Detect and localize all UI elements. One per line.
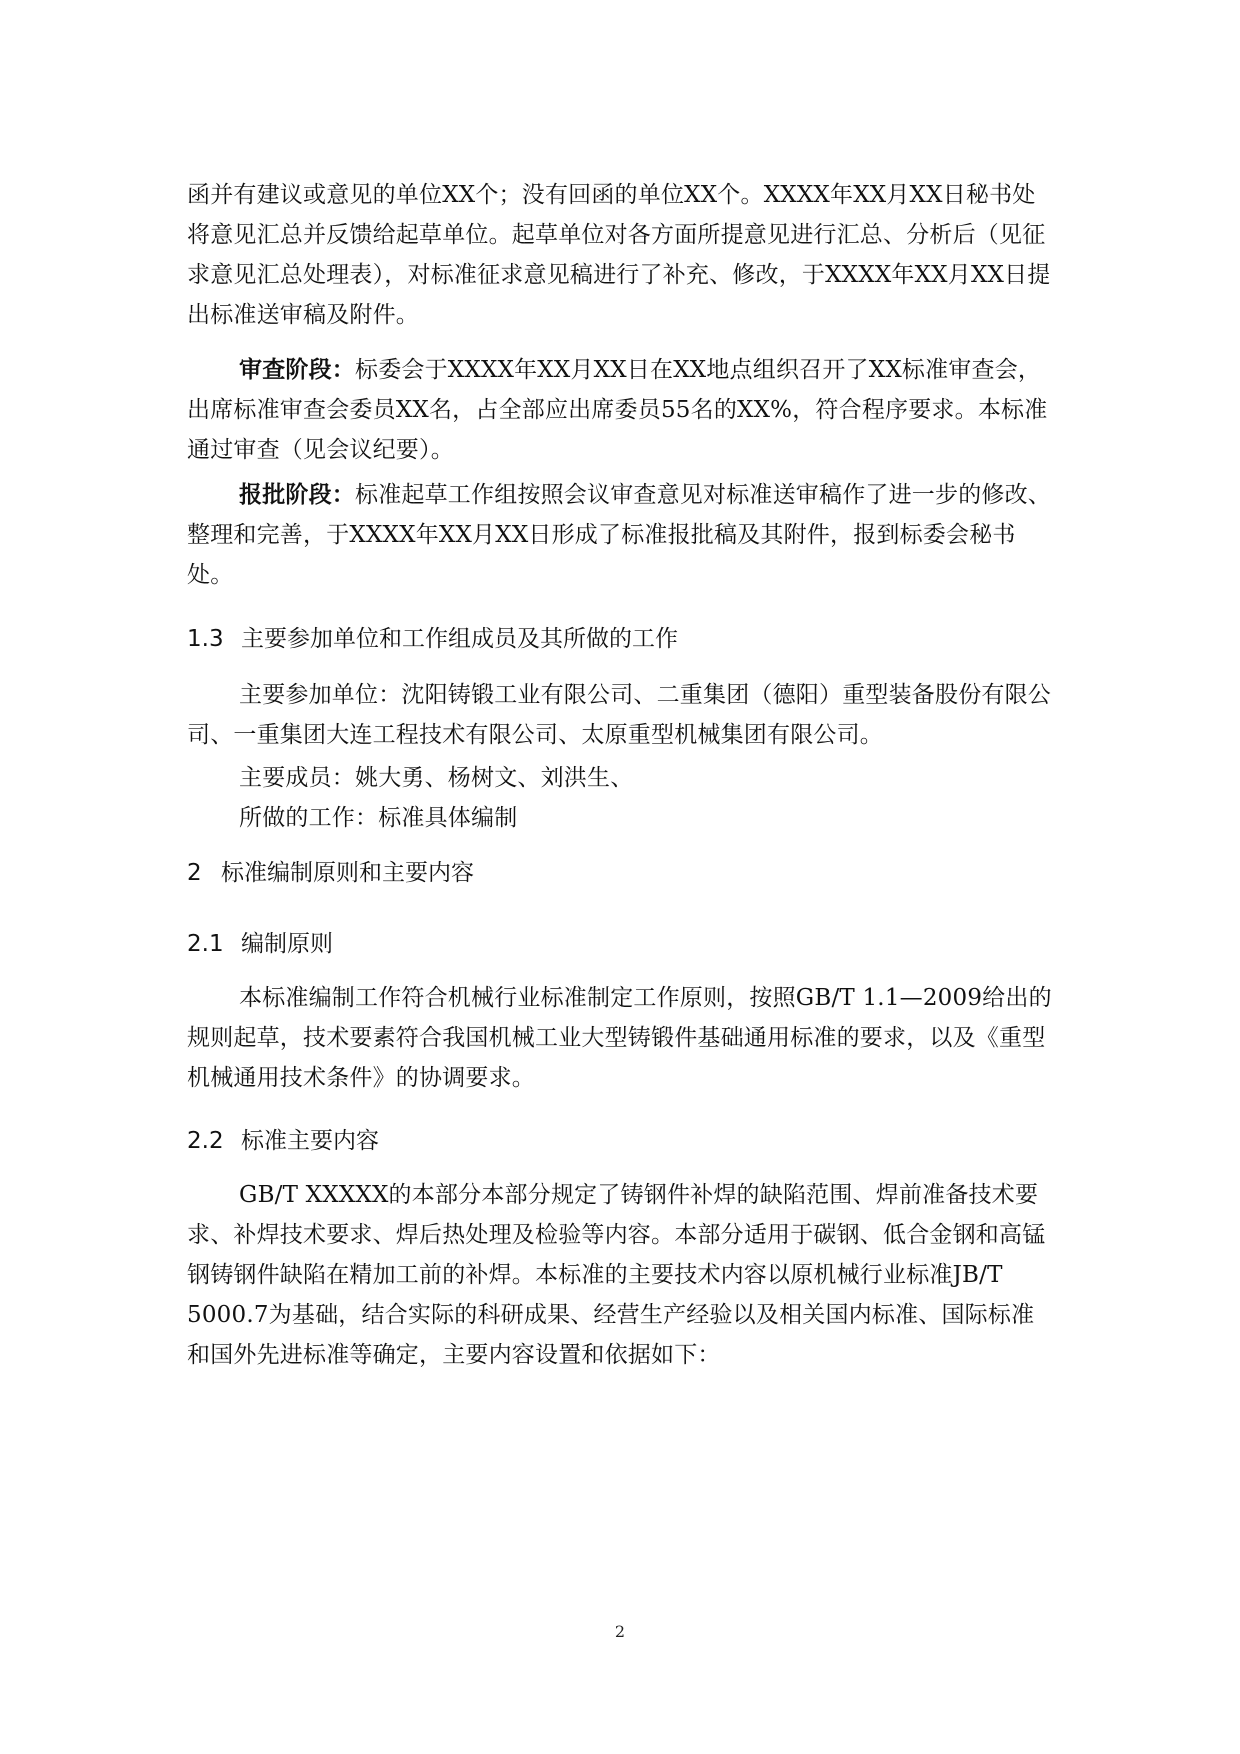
- section-heading-1-3: [187, 623, 1053, 655]
- review-stage-paragraph: [187, 350, 1053, 470]
- approval-stage-paragraph: [187, 475, 1053, 595]
- section-heading-2: [187, 857, 1053, 889]
- section-heading-2-1: [187, 928, 1053, 960]
- members-paragraph: [187, 758, 1053, 798]
- paragraph-text: GB/T XXXXX的本部分本部分规定了铸钢件补焊的缺陷范围、焊前准备技术要求、补焊技术要求、焊后热处理及检验等内容。本部分适用于碳钢、低合金钢和高锰钢铸钢件缺陷在精加工前的补焊。本标准的主要技术内容以原机械行业标准JB/T 5000.7为基础，结合实际的科研成果、经营生产经验以及相关国内标准、国际标准和国外先进标准等确定，主要内容设置和依据如下：: [187, 1182, 1046, 1368]
- section-number: 2.2: [187, 1128, 224, 1154]
- section-title: 主要参加单位和工作组成员及其所做的工作: [241, 626, 678, 652]
- section-number: 2: [187, 860, 202, 886]
- paragraph-text: 所做的工作：标准具体编制: [239, 805, 518, 831]
- section-title: 标准编制原则和主要内容: [221, 860, 474, 886]
- paragraph-text: 主要参加单位：沈阳铸锻工业有限公司、二重集团（德阳）重型装备股份有限公司、一重集团大连工程技术有限公司、太原重型机械集团有限公司。: [187, 682, 1051, 748]
- approval-stage-label: 报批阶段：: [239, 482, 355, 508]
- continuation-paragraph: [187, 175, 1053, 335]
- section-number: 2.1: [187, 931, 224, 957]
- section-heading-2-2: [187, 1125, 1053, 1157]
- page-number: 2: [614, 1622, 626, 1641]
- review-stage-text: 标委会于XXXX年XX月XX日在XX地点组织召开了XX标准审查会，出席标准审查会委员XX名，占全部应出席委员55名的XX%，符合程序要求。本标准通过审查（见会议纪要）。: [187, 357, 1048, 463]
- paragraph-text: 本标准编制工作符合机械行业标准制定工作原则，按照GB/T 1.1—2009给出的规则起草，技术要素符合我国机械工业大型铸锻件基础通用标准的要求，以及《重型机械通用技术条件》的协调要求。: [187, 985, 1052, 1091]
- main-content-paragraph: [187, 1175, 1053, 1375]
- paragraph-text: 函并有建议或意见的单位XX个；没有回函的单位XX个。XXXX年XX月XX日秘书处将意见汇总并反馈给起草单位。起草单位对各方面所提意见进行汇总、分析后（见征求意见汇总处理表），对标准征求意见稿进行了补充、修改，于XXXX年XX月XX日提出标准送审稿及附件。: [187, 182, 1051, 328]
- section-number: 1.3: [187, 626, 224, 652]
- drafting-principle-paragraph: [187, 978, 1053, 1098]
- approval-stage-text: 标准起草工作组按照会议审查意见对标准送审稿作了进一步的修改、整理和完善，于XXXX年XX月XX日形成了标准报批稿及其附件，报到标委会秘书处。: [187, 482, 1051, 588]
- review-stage-label: 审查阶段：: [239, 357, 355, 383]
- section-title: 标准主要内容: [241, 1128, 379, 1154]
- section-title: 编制原则: [241, 931, 333, 957]
- work-done-paragraph: [187, 798, 1053, 838]
- participating-units-paragraph: [187, 675, 1053, 755]
- paragraph-text: 主要成员：姚大勇、杨树文、刘洪生、: [239, 765, 634, 791]
